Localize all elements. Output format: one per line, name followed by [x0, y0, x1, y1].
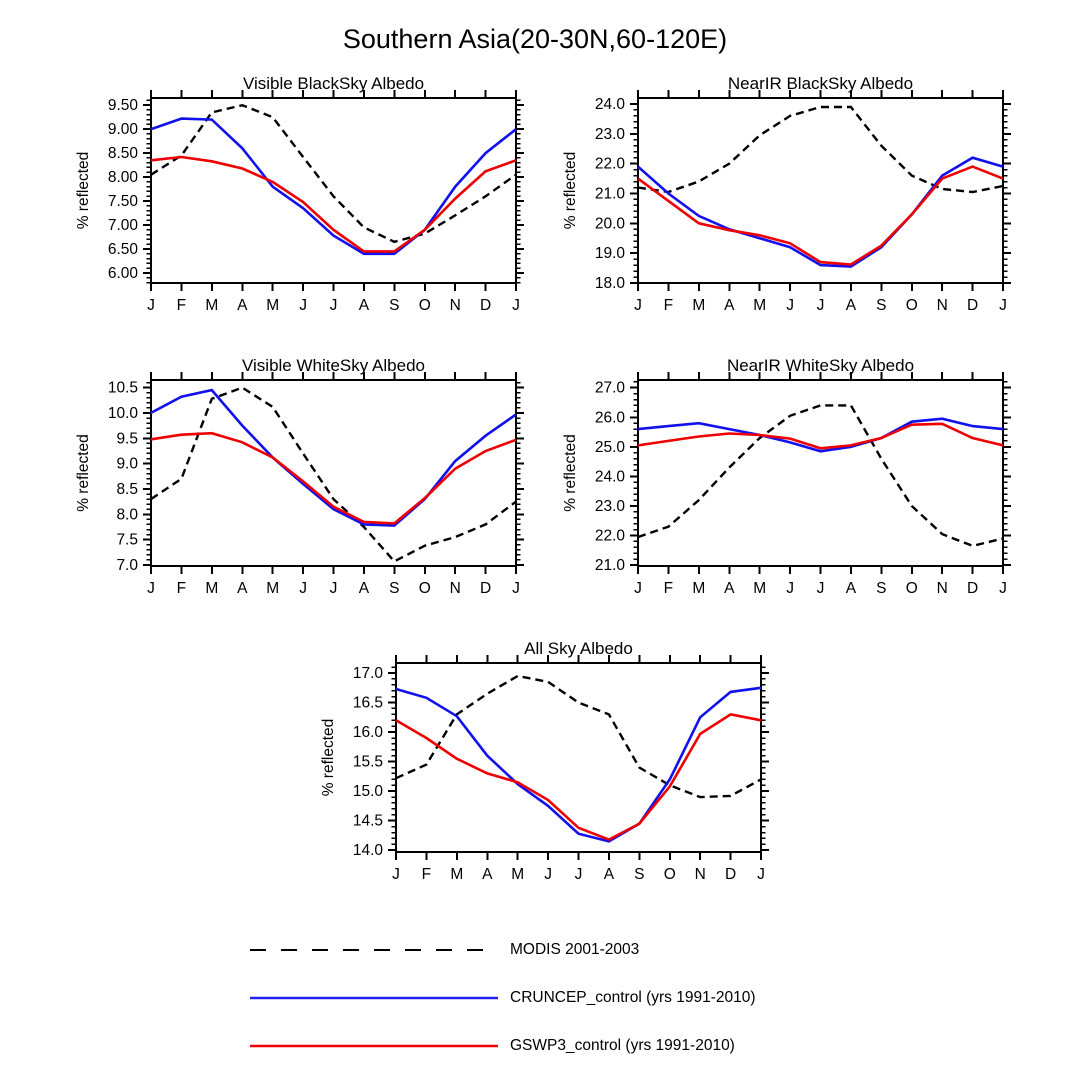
y-tick-label: 6.00 — [107, 264, 138, 282]
y-axis-label: % reflected — [75, 434, 92, 512]
chart-title: Visible BlackSky Albedo — [242, 74, 425, 93]
x-tick-label: M — [692, 580, 706, 597]
y-axis-label: % reflected — [562, 151, 579, 230]
x-tick-label: F — [663, 297, 674, 314]
chart-visible-whitesky-albedo — [75, 356, 524, 597]
series-modis-2001-2003 — [151, 388, 516, 562]
series-cruncep-control-yrs-1991-2010 — [151, 119, 516, 254]
y-tick-label: 24.0 — [594, 468, 625, 486]
x-tick-label: J — [574, 866, 583, 883]
chart-all-sky-albedo — [320, 639, 769, 883]
legend-item-gswp3 — [248, 1036, 735, 1056]
series-gswp3-control-yrs-1991-2010 — [396, 714, 761, 839]
y-tick-label: 27.0 — [594, 379, 625, 397]
chart-title: NearIR WhiteSky Albedo — [726, 356, 915, 375]
page-title: Southern Asia(20-30N,60-120E) — [342, 24, 728, 54]
legend-label-cruncep: CRUNCEP_control (yrs 1991-2010) — [510, 989, 756, 1006]
legend-item-modis — [248, 940, 639, 960]
x-tick-label: J — [512, 580, 520, 597]
x-tick-label: D — [479, 297, 492, 314]
x-tick-label: O — [663, 866, 676, 883]
x-tick-label: M — [511, 866, 525, 883]
chart-nearir-blacksky-albedo — [562, 74, 1011, 314]
x-tick-label: M — [205, 580, 219, 597]
x-tick-label: N — [936, 297, 948, 314]
legend-line-cruncep — [248, 988, 500, 1008]
x-tick-label: F — [176, 297, 187, 314]
x-tick-label: D — [966, 297, 979, 314]
x-tick-label: J — [299, 297, 307, 314]
x-tick-label: M — [692, 297, 706, 314]
x-tick-label: O — [905, 580, 918, 597]
x-tick-label: S — [634, 866, 645, 883]
y-tick-label: 10.0 — [107, 404, 138, 422]
y-tick-label: 20.0 — [594, 215, 625, 233]
y-tick-label: 8.0 — [116, 506, 138, 524]
y-tick-label: 16.0 — [352, 724, 383, 742]
x-tick-label: M — [266, 297, 280, 314]
x-tick-label: F — [421, 866, 432, 883]
x-tick-label: S — [389, 297, 400, 314]
x-tick-label: M — [450, 866, 464, 883]
y-tick-label: 23.0 — [594, 125, 625, 143]
series-cruncep-control-yrs-1991-2010 — [396, 688, 761, 842]
y-tick-label: 17.0 — [352, 665, 383, 683]
x-tick-label: J — [392, 866, 400, 883]
series-gswp3-control-yrs-1991-2010 — [638, 167, 1003, 265]
x-tick-label: N — [449, 297, 461, 314]
x-tick-label: O — [418, 297, 431, 314]
x-tick-label: J — [786, 297, 794, 314]
y-axis-label: % reflected — [75, 151, 92, 230]
series-modis-2001-2003 — [638, 107, 1003, 192]
y-tick-label: 18.0 — [594, 275, 625, 292]
y-tick-label: 22.0 — [594, 155, 625, 173]
y-axis-label: % reflected — [320, 718, 337, 797]
y-tick-label: 9.50 — [107, 97, 138, 115]
x-tick-label: A — [358, 580, 370, 597]
y-tick-label: 15.5 — [352, 753, 383, 771]
x-tick-label: A — [358, 297, 370, 314]
x-tick-label: O — [905, 297, 918, 314]
x-tick-label: F — [663, 580, 674, 597]
y-tick-label: 19.0 — [594, 245, 625, 263]
x-tick-label: J — [999, 297, 1007, 314]
x-tick-label: A — [237, 297, 248, 314]
chart-title: Visible WhiteSky Albedo — [241, 356, 426, 375]
y-tick-label: 25.0 — [594, 438, 625, 456]
y-tick-label: 7.5 — [116, 531, 138, 549]
y-tick-label: 7.0 — [116, 556, 138, 574]
x-tick-label: A — [724, 580, 735, 597]
x-tick-label: N — [694, 866, 706, 883]
plot-frame — [396, 663, 761, 852]
series-cruncep-control-yrs-1991-2010 — [638, 158, 1003, 267]
x-tick-label: J — [634, 580, 642, 597]
y-tick-label: 21.0 — [594, 557, 625, 575]
y-tick-label: 16.5 — [352, 694, 383, 712]
y-tick-label: 14.5 — [352, 812, 383, 830]
x-tick-label: J — [329, 297, 338, 314]
y-tick-label: 7.00 — [107, 217, 138, 235]
y-tick-label: 15.0 — [352, 783, 383, 801]
y-tick-label: 8.50 — [107, 145, 138, 163]
x-tick-label: S — [876, 297, 887, 314]
x-tick-label: J — [634, 297, 642, 314]
series-gswp3-control-yrs-1991-2010 — [638, 424, 1003, 449]
x-tick-label: M — [753, 297, 767, 314]
x-tick-label: A — [603, 866, 615, 883]
x-tick-label: N — [936, 580, 948, 597]
y-tick-label: 9.5 — [116, 430, 138, 448]
x-tick-label: J — [786, 580, 794, 597]
series-modis-2001-2003 — [151, 105, 516, 242]
y-tick-label: 8.00 — [107, 169, 138, 187]
x-tick-label: J — [544, 866, 552, 883]
y-tick-label: 22.0 — [594, 527, 625, 545]
x-tick-label: D — [479, 580, 492, 597]
x-tick-label: J — [299, 580, 307, 597]
x-tick-label: A — [724, 297, 735, 314]
plot-frame — [151, 98, 516, 283]
legend-label-gswp3: GSWP3_control (yrs 1991-2010) — [510, 1037, 735, 1054]
series-gswp3-control-yrs-1991-2010 — [151, 157, 516, 251]
y-tick-label: 23.0 — [594, 497, 625, 515]
y-tick-label: 9.0 — [116, 455, 138, 473]
series-modis-2001-2003 — [396, 676, 761, 797]
legend-line-modis — [248, 940, 500, 960]
y-tick-label: 6.50 — [107, 240, 138, 258]
y-tick-label: 9.00 — [107, 121, 138, 139]
x-tick-label: J — [816, 580, 825, 597]
chart-title: All Sky Albedo — [524, 639, 633, 658]
y-tick-label: 24.0 — [594, 95, 625, 113]
x-tick-label: M — [753, 580, 767, 597]
y-tick-label: 21.0 — [594, 185, 625, 203]
x-tick-label: J — [999, 580, 1007, 597]
x-tick-label: A — [845, 580, 857, 597]
y-tick-label: 14.0 — [352, 842, 383, 860]
x-tick-label: A — [482, 866, 493, 883]
legend-label-modis: MODIS 2001-2003 — [510, 941, 640, 958]
plot-frame — [151, 380, 516, 566]
x-tick-label: J — [147, 297, 155, 314]
x-tick-label: J — [147, 580, 155, 597]
x-tick-label: J — [757, 866, 765, 883]
series-cruncep-control-yrs-1991-2010 — [638, 419, 1003, 452]
x-tick-label: M — [205, 297, 219, 314]
legend-item-cruncep — [248, 988, 756, 1008]
chart-visible-blacksky-albedo — [75, 74, 524, 314]
x-tick-label: J — [512, 297, 520, 314]
x-tick-label: N — [449, 580, 461, 597]
y-tick-label: 7.50 — [107, 193, 138, 211]
x-tick-label: J — [816, 297, 825, 314]
x-tick-label: J — [329, 580, 338, 597]
y-tick-label: 26.0 — [594, 409, 625, 427]
x-tick-label: D — [724, 866, 737, 883]
plot-frame — [638, 380, 1003, 566]
y-tick-label: 10.5 — [107, 379, 138, 397]
y-axis-label: % reflected — [562, 434, 579, 512]
x-tick-label: S — [389, 580, 400, 597]
x-tick-label: D — [966, 580, 979, 597]
x-tick-label: S — [876, 580, 887, 597]
y-tick-label: 8.5 — [116, 480, 138, 498]
x-tick-label: F — [176, 580, 187, 597]
x-tick-label: A — [845, 297, 857, 314]
chart-nearir-whitesky-albedo — [562, 356, 1011, 597]
x-tick-label: M — [266, 580, 280, 597]
x-tick-label: O — [418, 580, 431, 597]
chart-title: NearIR BlackSky Albedo — [727, 74, 914, 93]
x-tick-label: A — [237, 580, 248, 597]
legend-line-gswp3 — [248, 1036, 500, 1056]
